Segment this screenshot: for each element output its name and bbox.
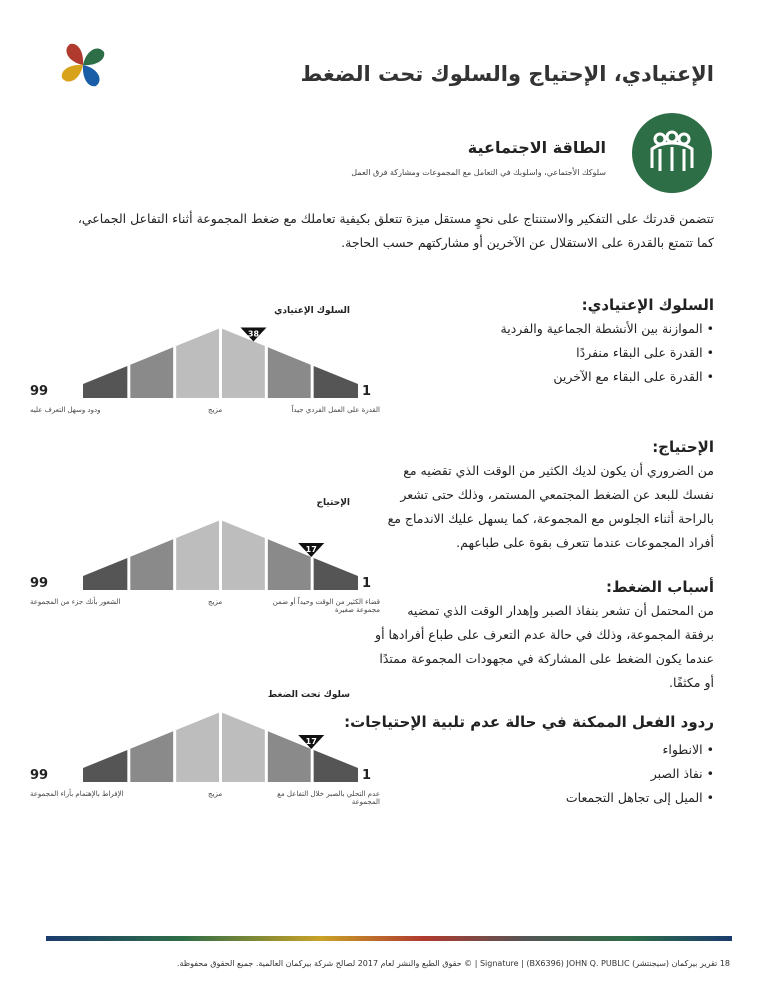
scale-segment xyxy=(268,347,311,398)
section-subtitle: سلوكك الأجتماعي، واسلوبك في التعامل مع المجموعات ومشاركة فرق العمل xyxy=(351,168,606,177)
list-item: • الميل إلى تجاهل التجمعات xyxy=(314,786,714,810)
scale-chart xyxy=(30,492,380,622)
page-title: الإعتيادي، الإحتياج والسلوك تحت الضغط xyxy=(300,62,714,86)
intro-paragraph: تتضمن قدرتك على التفكير والاستنتاج على نحوٍ مستقل ميزة تتعلق بكيفية تعاملك مع ضغط المجموعة أثناء التفاعل الجماعي، كما تتمتع بالقدرة على الاستقلال عن الآخرين أو مشاركتهم حسب الحاجة. xyxy=(77,211,714,250)
min-label: 1 xyxy=(362,384,372,399)
footer-text: 18 تقرير بيركمان (سيجنتشر) Signature | (BX6396) JOHN Q. PUBLIC | © حقوق الطبع والنشر لعام 2017 لصالح شركة بيركمان العالمية. جميع الحقوق محفوظة. xyxy=(176,959,730,968)
reactions-heading: ردود الفعل الممكنة في حالة عدم تلبية الإحتياجات: xyxy=(344,713,714,731)
scale-segment xyxy=(83,750,127,782)
min-label: 1 xyxy=(362,768,372,783)
max-label: 99 xyxy=(30,768,49,783)
scale-segment xyxy=(176,329,219,398)
section-title: الطاقة الاجتماعية xyxy=(467,138,606,157)
left-description: الإفراط بالإهتمام بأراء المجموعة xyxy=(30,790,124,798)
list-item: • نفاذ الصبر xyxy=(314,762,714,786)
right-description: القدرة على العمل الفردي جيداً xyxy=(291,406,380,414)
max-label: 99 xyxy=(30,384,49,399)
list-item: • القدرة على البقاء منفردًا xyxy=(374,341,714,365)
list-item: • القدرة على البقاء مع الآخرين xyxy=(374,365,714,389)
scale-segment xyxy=(314,750,358,782)
scale-segment xyxy=(222,713,265,782)
scale-segment xyxy=(83,366,127,398)
list-item: • الموازنة بين الأنشطة الجماعية والفردية xyxy=(374,317,714,341)
scale-segment xyxy=(314,558,358,590)
max-label: 99 xyxy=(30,576,49,591)
stress-section xyxy=(374,575,714,695)
scale-segment xyxy=(130,347,173,398)
chart-title: السلوك الإعتيادي xyxy=(274,306,350,316)
group-of-people-icon xyxy=(632,113,712,193)
score-label: 38 xyxy=(247,329,260,339)
scale-segment xyxy=(83,558,127,590)
left-description: ودود وسهل التعرف عليه xyxy=(30,406,101,414)
stress-heading: أسباب الضغط: xyxy=(605,578,714,596)
left-description: الشعور بأنك جزء من المجموعة xyxy=(30,598,121,606)
min-label: 1 xyxy=(362,576,372,591)
scale-chart xyxy=(30,684,380,814)
score-label: 17 xyxy=(305,736,317,746)
need-text: من الضروري أن يكون لديك الكثير من الوقت الذي تقضيه مع نفسك للبعد عن الضغط المجتمعي المستمر، وذلك حتى تشعر بالراحة أثناء الجلوس مع المجموعة، كما يسهل عليك الاندماج مع أفراد المجموعات عندما تتعرف بقوة على طباعهم. xyxy=(387,463,714,550)
scale-segment xyxy=(222,521,265,590)
scale-segment xyxy=(222,329,265,398)
scale-segment xyxy=(176,521,219,590)
right-description: عدم التحلي بالصبر خلال التفاعل مع المجموعة xyxy=(277,790,380,806)
scale-segment xyxy=(130,731,173,782)
need-section xyxy=(374,435,714,555)
mid-description: مزيج xyxy=(208,598,223,606)
need-heading: الإحتياج: xyxy=(652,438,714,456)
brand-logo xyxy=(58,40,108,90)
mid-description: مزيج xyxy=(208,790,223,798)
mid-description: مزيج xyxy=(208,406,223,414)
score-label: 17 xyxy=(305,544,317,554)
footer-color-bar xyxy=(46,936,732,941)
list-item: • الانطواء xyxy=(314,738,714,762)
scale-segment xyxy=(176,713,219,782)
scale-chart xyxy=(30,300,380,430)
right-description: قضاء الكثير من الوقت وحيداً أو ضمن مجموعة صغيرة xyxy=(272,598,380,614)
scale-segment xyxy=(314,366,358,398)
stress-text: من المحتمل أن تشعر بنفاذ الصبر وإهدار الوقت الذي تمضيه برفقة المجموعة، وذلك في حالة عدم التعرف على طباع أفرادها أو عندما يكون الضغط على المشاركة في مجهودات المجموعة ممتدًا أو مكثفًا. xyxy=(375,603,714,690)
usual-heading: السلوك الإعتيادي: xyxy=(581,296,714,314)
chart-title: الإحتياج xyxy=(316,498,350,508)
chart-title: سلوك تحت الضغط xyxy=(267,690,350,700)
usual-behavior-section xyxy=(374,293,714,389)
scale-segment xyxy=(130,539,173,590)
